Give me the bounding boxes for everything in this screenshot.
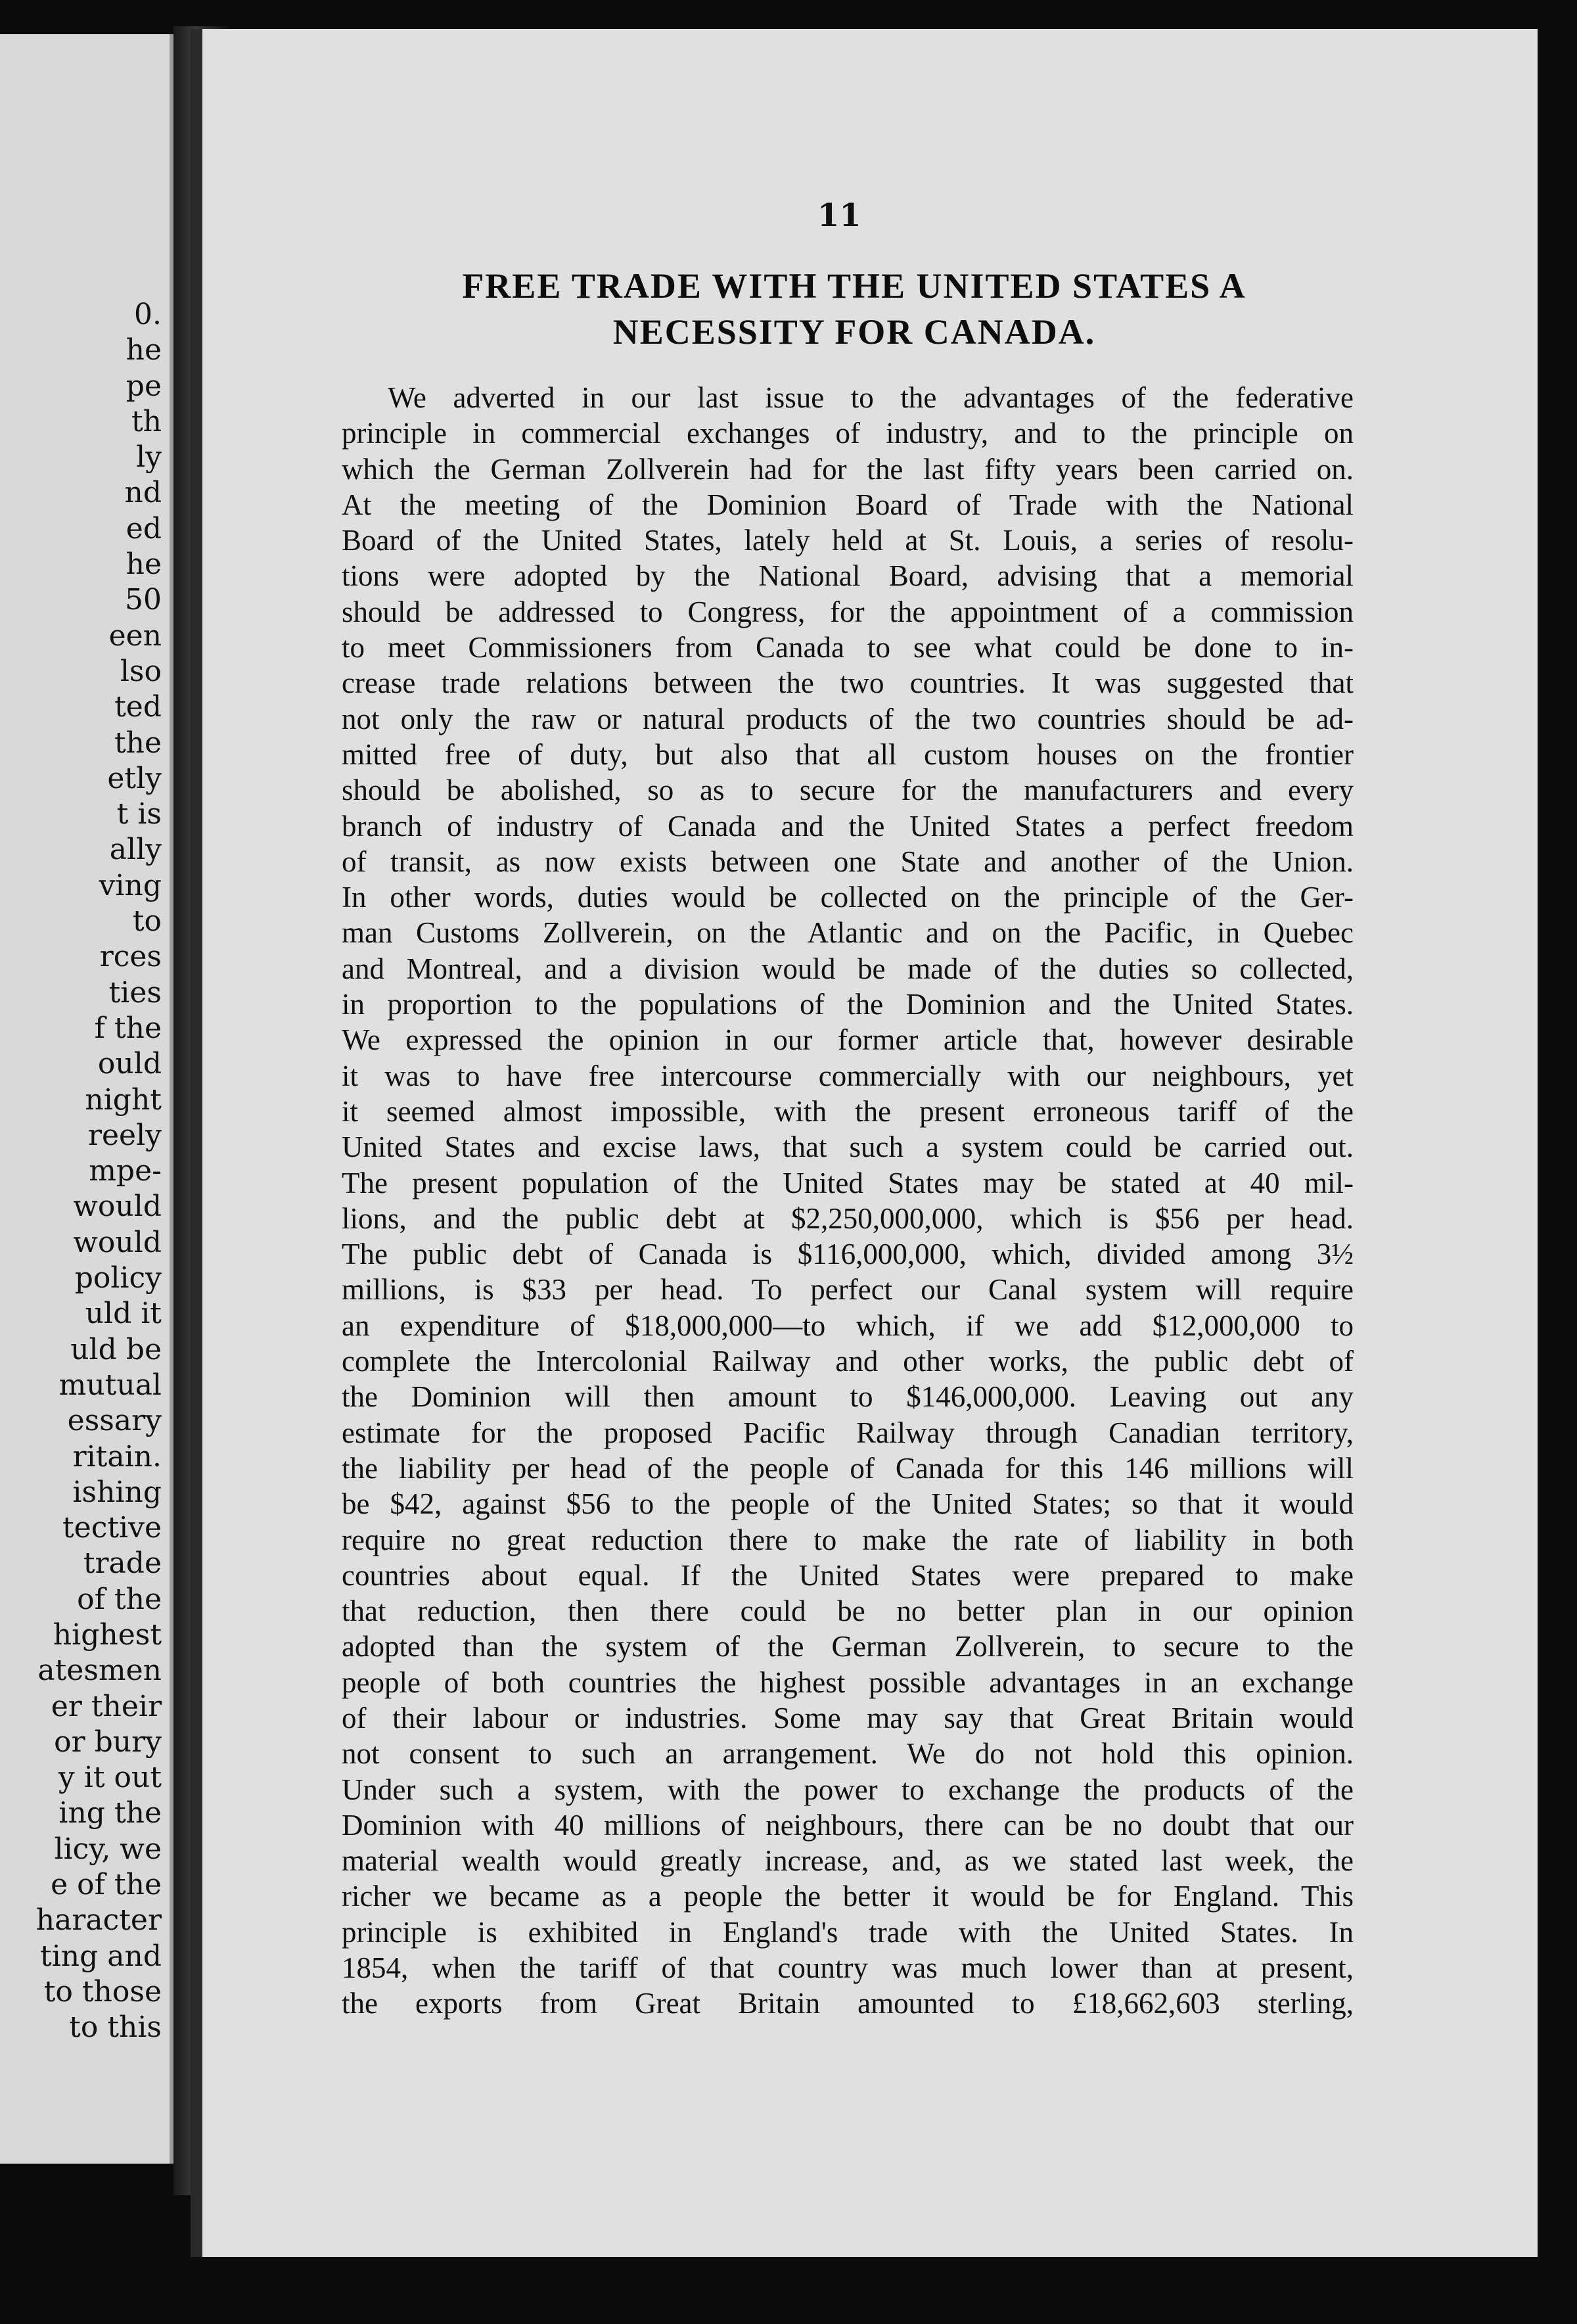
body-line: in proportion to the populations of the Dominion and the United States. [342, 988, 1354, 1021]
body-line: people of both countries the highest possible advantages in an exchange [342, 1665, 1354, 1699]
body-line: not only the raw or natural products of the two countries should be ad- [342, 702, 1354, 735]
left-page-line: er their [51, 1689, 162, 1723]
body-line: which the German Zollverein had for the last fifty years been carried on. [342, 452, 1354, 486]
left-page-line: th [131, 404, 162, 438]
body-line: that reduction, then there could be no better plan in our opinion [342, 1594, 1354, 1628]
left-page-line: to [132, 904, 162, 939]
body-line: the Dominion will then amount to $146,000,000. Leaving out any [342, 1380, 1354, 1414]
body-line: We expressed the opinion in our former article that, however desirable [342, 1023, 1354, 1057]
left-page-line: highest [53, 1617, 162, 1652]
left-page-line: he [126, 547, 162, 582]
left-page-line: pe [126, 369, 162, 403]
left-page-line: y it out [58, 1761, 162, 1795]
body-line: countries about equal. If the United States were prepared to make [342, 1558, 1354, 1592]
body-line: of their labour or industries. Some may say that Great Britain would [342, 1701, 1354, 1734]
left-page-line: mutual [58, 1368, 162, 1402]
body-line: an expenditure of $18,000,000—to which, if we add $12,000,000 to [342, 1309, 1354, 1342]
body-line: The present population of the United States may be stated at 40 mil- [342, 1166, 1354, 1199]
body-line: not consent to such an arrangement. We do not hold this opinion. [342, 1737, 1354, 1771]
body-line: The public debt of Canada is $116,000,000, which, divided among 3½ [342, 1238, 1354, 1271]
body-line: crease trade relations between the two countries. It was suggested that [342, 666, 1354, 700]
body-line: Board of the United States, lately held at St. Louis, a series of resolu- [342, 524, 1354, 557]
body-line: branch of industry of Canada and the United States a perfect freedom [342, 809, 1354, 843]
left-page-line: essary [67, 1404, 162, 1438]
left-page-line: lso [120, 654, 162, 688]
left-page-line: ties [108, 975, 162, 1010]
body-line: should be addressed to Congress, for the appointment of a commission [342, 595, 1354, 628]
left-page-line: the [114, 726, 162, 760]
left-page-line: een [108, 618, 162, 653]
left-page-line: 0. [134, 298, 162, 331]
left-page-line: ly [136, 440, 162, 475]
left-page-line: ould [97, 1047, 162, 1081]
left-page-line: trade [83, 1546, 162, 1581]
body-line: should be abolished, so as to secure for the manufacturers and every [342, 774, 1354, 807]
left-page-line: f the [94, 1011, 162, 1045]
left-page-line: to this [69, 2010, 162, 2045]
left-page-line: t is [116, 797, 162, 831]
body-line: adopted than the system of the German Zollverein, to secure to the [342, 1630, 1354, 1663]
left-page-line: or bury [54, 1725, 162, 1759]
body-line: millions, is $33 per head. To perfect our Canal system will require [342, 1273, 1354, 1307]
body-line: In other words, duties would be collected on the principle of the Ger- [342, 881, 1354, 914]
left-page-line: policy [74, 1261, 162, 1295]
title-line: NECESSITY FOR CANADA. [612, 312, 1096, 352]
body-line: mitted free of duty, but also that all custom houses on the frontier [342, 737, 1354, 771]
left-page-line: reely [87, 1118, 162, 1152]
left-page-line: night [85, 1082, 162, 1117]
left-page-line: ting and [40, 1939, 162, 1973]
left-page [0, 34, 173, 2164]
body-line: complete the Intercolonial Railway and other works, the public debt of [342, 1345, 1354, 1378]
left-page-line: mpe- [89, 1154, 162, 1188]
left-page-line: tective [62, 1511, 162, 1545]
left-page-line: ving [99, 868, 162, 902]
body-line: Under such a system, with the power to exchange the products of the [342, 1773, 1354, 1806]
page-number: 11 [817, 197, 861, 234]
left-page-line: nd [124, 476, 162, 510]
body-line: be $42, against $56 to the people of the United States; so that it would [342, 1487, 1354, 1521]
body-line: to meet Commissioners from Canada to see what could be done to in- [342, 631, 1354, 664]
left-page-line: 50 [125, 583, 162, 617]
left-page-line: ted [114, 690, 162, 724]
body-line: 1854, when the tariff of that country was much lower than at present, [342, 1951, 1354, 1985]
body-line: United States and excise laws, that such a system could be carried out. [342, 1130, 1354, 1164]
title-line: FREE TRADE WITH THE UNITED STATES A [462, 266, 1246, 306]
article-body [342, 380, 1354, 2022]
body-line: richer we became as a people the better it would be for England. This [342, 1880, 1354, 1913]
left-page-line: uld be [70, 1332, 162, 1366]
left-page-line: atesmen [37, 1654, 162, 1688]
body-line: At the meeting of the Dominion Board of Trade with the National [342, 488, 1354, 521]
body-line: require no great reduction there to make the rate of liability in both [342, 1523, 1354, 1556]
body-line: and Montreal, and a division would be made of the duties so collected, [342, 952, 1354, 985]
left-page-line: ing the [58, 1796, 162, 1830]
body-line: Dominion with 40 millions of neighbours, there can be no doubt that our [342, 1808, 1354, 1842]
left-page-line: etly [107, 761, 162, 795]
article-title [342, 263, 1367, 355]
left-page-line: he [126, 333, 162, 367]
left-page-text [36, 297, 162, 2046]
body-line: the exports from Great Britain amounted to £18,662,603 sterling, [342, 1987, 1354, 2020]
left-page-line: e of the [51, 1868, 162, 1902]
left-page-line: would [73, 1225, 162, 1259]
left-page-line: ally [109, 833, 162, 867]
body-line: man Customs Zollverein, on the Atlantic and on the Pacific, in Quebec [342, 916, 1354, 950]
left-page-line: haracter [35, 1903, 162, 1938]
left-page-line: ishing [72, 1475, 162, 1509]
left-page-line: rces [99, 940, 162, 974]
body-line: estimate for the proposed Pacific Railway through Canadian territory, [342, 1416, 1354, 1449]
body-line: We adverted in our last issue to the advantages of the federative [388, 381, 1354, 414]
left-page-line: licy, we [54, 1832, 162, 1866]
body-line: lions, and the public debt at $2,250,000,000, which is $56 per head. [342, 1201, 1354, 1235]
body-line: it seemed almost impossible, with the present erroneous tariff of the [342, 1094, 1354, 1128]
left-page-line: ed [126, 511, 162, 546]
body-line: principle is exhibited in England's trade with the United States. In [342, 1915, 1354, 1949]
body-line: of transit, as now exists between one State and another of the Union. [342, 845, 1354, 878]
left-page-line: uld it [85, 1297, 162, 1331]
left-page-line: of the [77, 1582, 162, 1616]
left-page-line: ritain. [72, 1439, 162, 1474]
body-line: tions were adopted by the National Board, advising that a memorial [342, 559, 1354, 593]
left-page-line: would [73, 1190, 162, 1224]
body-line: it was to have free intercourse commercially with our neighbours, yet [342, 1059, 1354, 1092]
body-line: the liability per head of the people of Canada for this 146 millions will [342, 1451, 1354, 1485]
left-page-line: to those [43, 1974, 162, 2009]
body-line: material wealth would greatly increase, and, as we stated last week, the [342, 1844, 1354, 1878]
body-line: principle in commercial exchanges of industry, and to the principle on [342, 417, 1354, 450]
